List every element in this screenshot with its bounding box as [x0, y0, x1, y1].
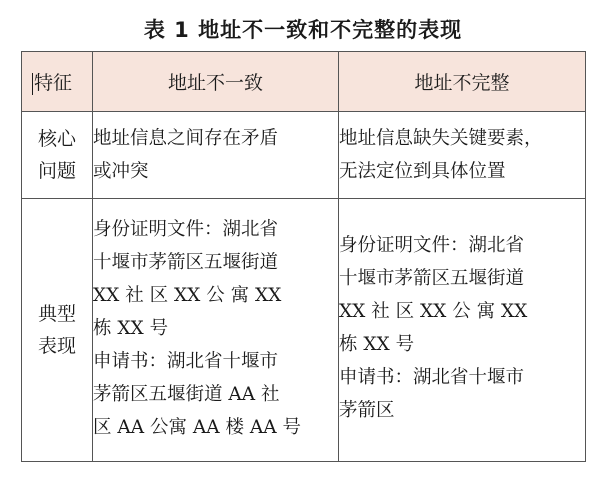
cell-line: 茅箭区五堰街道 AA 社	[93, 384, 280, 405]
text-cursor	[32, 73, 33, 95]
header-feature	[22, 52, 93, 112]
row-label-typical	[22, 199, 93, 462]
row-typical-manifestation	[22, 199, 586, 462]
cell-core-incomplete	[339, 112, 586, 199]
row-label-line: 表现	[37, 335, 76, 357]
cell-core-inconsistent	[93, 112, 339, 199]
row-label-line: 核心	[37, 128, 76, 150]
cell-line: 申请书：湖北省十堰市	[93, 351, 279, 372]
row-label-core	[22, 112, 93, 199]
cell-typical-incomplete	[339, 199, 586, 462]
cell-line: 区 AA 公寓 AA 楼 AA 号	[93, 417, 301, 438]
cell-line: 十堰市茅箭区五堰街道	[339, 268, 525, 289]
cell-line: 身份证明文件：湖北省	[93, 219, 279, 240]
cell-line: 申请书：湖北省十堰市	[339, 367, 525, 388]
header-row	[22, 52, 586, 112]
cell-typical-inconsistent	[93, 199, 339, 462]
cell-line: 或冲突	[93, 161, 149, 182]
comparison-table	[21, 51, 586, 462]
header-feature-label: 特征	[34, 72, 73, 94]
cell-line: 栋 XX 号	[93, 318, 169, 339]
row-core-problem	[22, 112, 586, 199]
header-incomplete: 地址不完整	[339, 52, 586, 112]
header-inconsistent: 地址不一致	[93, 52, 339, 112]
cell-line: 地址信息之间存在矛盾	[93, 128, 279, 149]
cell-line: 地址信息缺失关键要素，	[339, 128, 543, 149]
cell-line: XX 社 区 XX 公 寓 XX	[93, 285, 282, 306]
cell-line: 无法定位到具体位置	[339, 161, 506, 182]
table-caption: 表 1 地址不一致和不完整的表现	[143, 18, 463, 42]
cell-line: XX 社 区 XX 公 寓 XX	[339, 301, 528, 322]
row-label-line: 典型	[37, 303, 76, 325]
cell-line: 十堰市茅箭区五堰街道	[93, 252, 279, 273]
cell-line: 身份证明文件：湖北省	[339, 235, 525, 256]
cell-line: 栋 XX 号	[339, 334, 415, 355]
row-label-line: 问题	[37, 160, 76, 182]
cell-line: 茅箭区	[339, 400, 395, 421]
